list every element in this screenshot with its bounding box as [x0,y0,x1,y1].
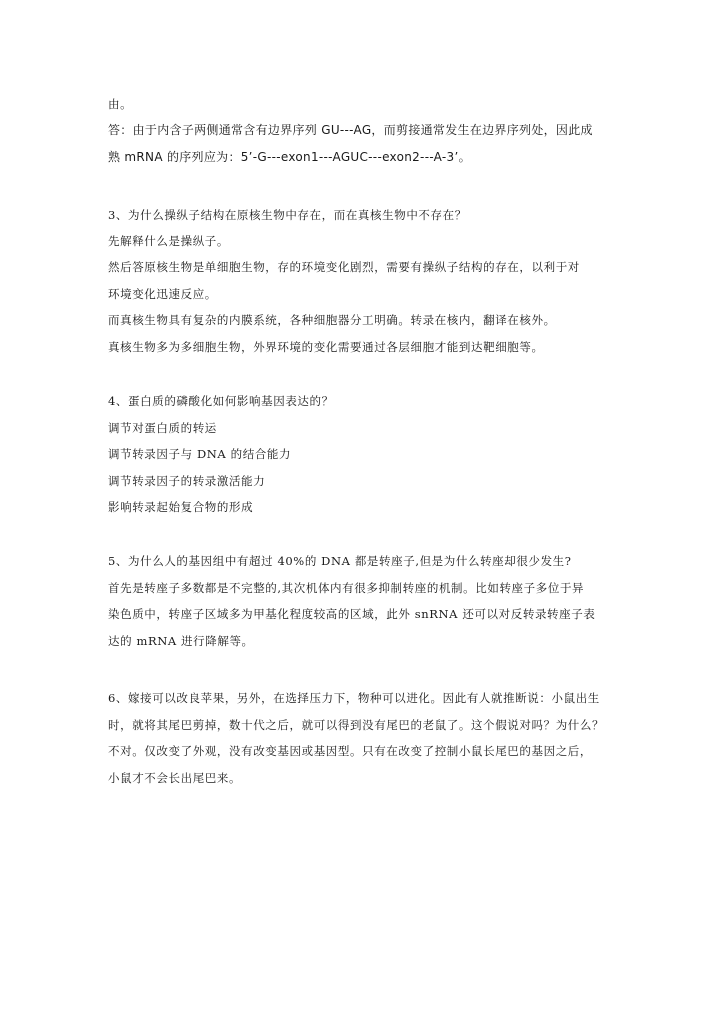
question-5: 5、为什么人的基因组中有超过 40%的 DNA 都是转座子,但是为什么转座却很少发生? [108,554,572,568]
text-line: 然后答原核生物是单细胞生物，存的环境变化剧烈，需要有操纵子结构的存在，以利于对 [108,260,580,274]
text-line: 影响转录起始复合物的形成 [108,500,254,514]
question-4: 4、蛋白质的磷酸化如何影响基因表达的？ [108,394,334,408]
text-line: 调节转录因子与 DNA 的结合能力 [108,447,292,461]
text-line: 环境变化迅速反应。 [108,287,217,301]
text-line: 由。 [108,97,133,111]
text-line: 时，就将其尾巴剪掉，数十代之后，就可以得到没有尾巴的老鼠了。这个假说对吗？为什么？ [108,718,605,732]
question-3: 3、为什么操纵子结构在原核生物中存在，而在真核生物中不存在？ [108,208,467,222]
text-line: 不对。仅改变了外观，没有改变基因或基因型。只有在改变了控制小鼠长尾巴的基因之后， [108,744,592,758]
text-line: 先解释什么是操纵子。 [108,234,229,248]
answer-line: 熟 mRNA 的序列应为：5’-G---exon1---AGUC---exon2---A-3’。 [108,150,471,164]
text-line: 而真核生物具有复杂的内膜系统，各种细胞器分工明确。转录在核内，翻译在核外。 [108,313,556,327]
text-line: 小鼠才不会长出尾巴来。 [108,771,242,785]
text-line: 达的 mRNA 进行降解等。 [108,634,254,648]
text-line: 真核生物多为多细胞生物，外界环境的变化需要通过各层细胞才能到达靶细胞等。 [108,340,544,354]
question-6: 6、嫁接可以改良苹果，另外，在选择压力下，物种可以进化。因此有人就推断说：小鼠出生 [108,691,600,705]
answer-line: 答：由于内含子两侧通常含有边界序列 GU---AG，而剪接通常发生在边界序列处，因此成 [108,123,593,137]
text-line: 首先是转座子多数都是不完整的,其次机体内有很多抑制转座的机制。比如转座子多位于异 [108,581,585,595]
text-line: 染色质中，转座子区域多为甲基化程度较高的区域，此外 snRNA 还可以对反转录转座子表 [108,607,596,621]
text-line: 调节转录因子的转录激活能力 [108,474,266,488]
text-line: 调节对蛋白质的转运 [108,421,217,435]
